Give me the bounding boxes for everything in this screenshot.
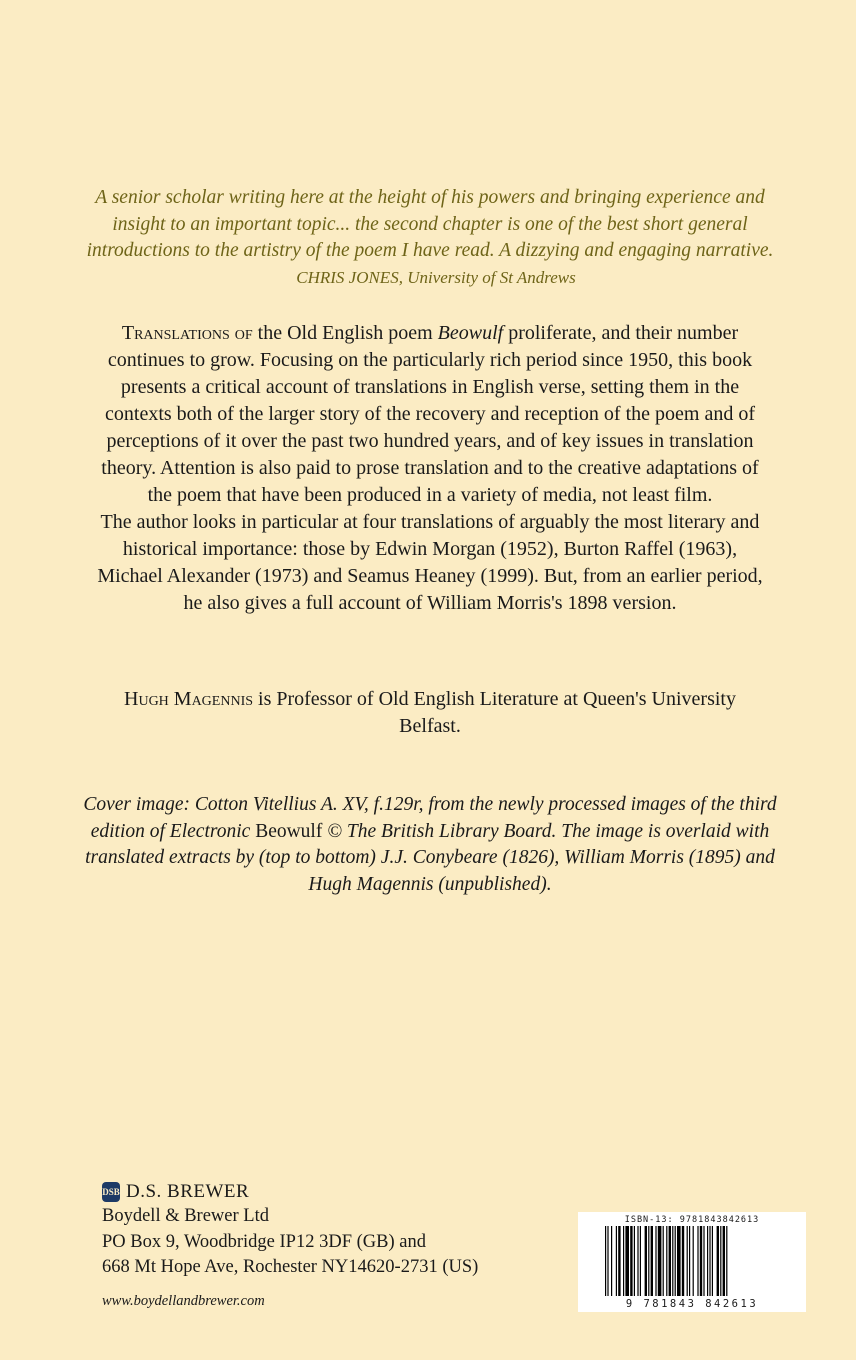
imprint-row (102, 1180, 572, 1204)
barcode-bar (723, 1226, 725, 1296)
barcode-bars (605, 1226, 779, 1296)
description-lead: Translations of (121, 322, 253, 344)
publisher-logo-icon: DSB (102, 1182, 120, 1202)
barcode-bar (625, 1226, 629, 1296)
barcode-bar (707, 1226, 708, 1296)
description-paragraph-1 (95, 320, 765, 509)
endorsement-quote (80, 185, 780, 291)
barcode-bar (645, 1226, 647, 1296)
isbn-digits: 9 781843 842613 (625, 1298, 759, 1310)
barcode-bar (640, 1226, 641, 1296)
barcode-bar (655, 1226, 656, 1296)
publisher-address-us: 668 Mt Hope Ave, Rochester NY14620-2731 (US) (102, 1257, 479, 1277)
barcode-bar (677, 1226, 681, 1296)
barcode-bar (693, 1226, 694, 1296)
author-bio (95, 686, 765, 740)
barcode-bar (672, 1226, 673, 1296)
barcode-bar (630, 1226, 632, 1296)
publisher-address-uk: PO Box 9, Woodbridge IP12 3DF (GB) and (102, 1231, 426, 1252)
barcode-bar (675, 1226, 676, 1296)
barcode-bar (720, 1226, 721, 1296)
barcode-bar (689, 1226, 690, 1296)
barcode-bar (682, 1226, 684, 1296)
author-name: Hugh Magennis (124, 688, 254, 710)
barcode-bar (700, 1226, 702, 1296)
barcode-bar (611, 1226, 612, 1296)
isbn-label: ISBN-13: 9781843842613 (624, 1215, 760, 1225)
barcode-bar (663, 1226, 664, 1296)
barcode-bar (666, 1226, 667, 1296)
barcode-bar (726, 1226, 727, 1296)
description-text-a: the Old English poem (257, 322, 433, 344)
cover-image-credit (80, 792, 780, 898)
author-bio-text: is Professor of Old English Literature at Queen's University Belfast. (258, 688, 736, 737)
barcode-bar (637, 1226, 638, 1296)
publisher-imprint: D.S. BREWER (126, 1181, 250, 1203)
barcode-bar (709, 1226, 710, 1296)
book-description (95, 320, 765, 617)
barcode-bar (651, 1226, 653, 1296)
description-title: Beowulf (437, 322, 504, 344)
barcode-bar (697, 1226, 698, 1296)
barcode-bar (703, 1226, 704, 1296)
barcode-bar (618, 1226, 620, 1296)
barcode-bar (623, 1226, 624, 1296)
barcode-bar (648, 1226, 649, 1296)
description-text-b: proliferate, and their number continues to grow. Focusing on the particularly rich period since 1950, this book presents a critical account of translations in English verse, setting them in the contexts both of the larger story of the recovery and reception of the poem and of perceptions of it over the past two hundred years, and of key issues in translation theory. Attention is also paid to prose translation and to the creative adaptations of the poem that have been produced in a variety of media, not least film. (101, 322, 759, 506)
credit-title: Beowulf (255, 820, 323, 842)
barcode-bar (658, 1226, 662, 1296)
barcode-bar (669, 1226, 671, 1296)
description-paragraph-2: The author looks in particular at four translations of arguably the most literary and historical importance: those by Edwin Morgan (1952), Burton Raffel (1963), Michael Alexander (1973) and Seamus Heaney (1999). But, from an earlier period, he also gives a full account of William Morris's 1898 version. (97, 511, 763, 614)
credit-text-c: © The British Library Board. The image is overlaid with translated extracts by (top to bottom) J.J. Conybeare (1826), William Morris (1895) and Hugh Magennis (unpublished). (85, 820, 775, 895)
quote-attribution: CHRIS JONES, University of St Andrews (296, 267, 576, 287)
quote-text: A senior scholar writing here at the height of his powers and bringing experience and insight to an important topic... the second chapter is one of the best short general introductions to the artistry of the poem I have read. A dizzying and engaging narrative. (86, 187, 774, 261)
barcode-bar (717, 1226, 719, 1296)
barcode-bar (616, 1226, 617, 1296)
publisher-info (102, 1180, 572, 1314)
publisher-website[interactable]: www.boydellandbrewer.com (102, 1292, 265, 1309)
barcode-bar (687, 1226, 688, 1296)
barcode-bar (634, 1226, 635, 1296)
barcode-bar (607, 1226, 608, 1296)
barcode-bar (712, 1226, 713, 1296)
barcode-bar (605, 1226, 606, 1296)
credit-text-a: Cover image: Cotton Vitellius A. XV, f.129r, from the newly processed images of the third edition of Electronic (83, 794, 777, 842)
isbn-barcode (578, 1212, 806, 1312)
publisher-company: Boydell & Brewer Ltd (102, 1206, 269, 1226)
